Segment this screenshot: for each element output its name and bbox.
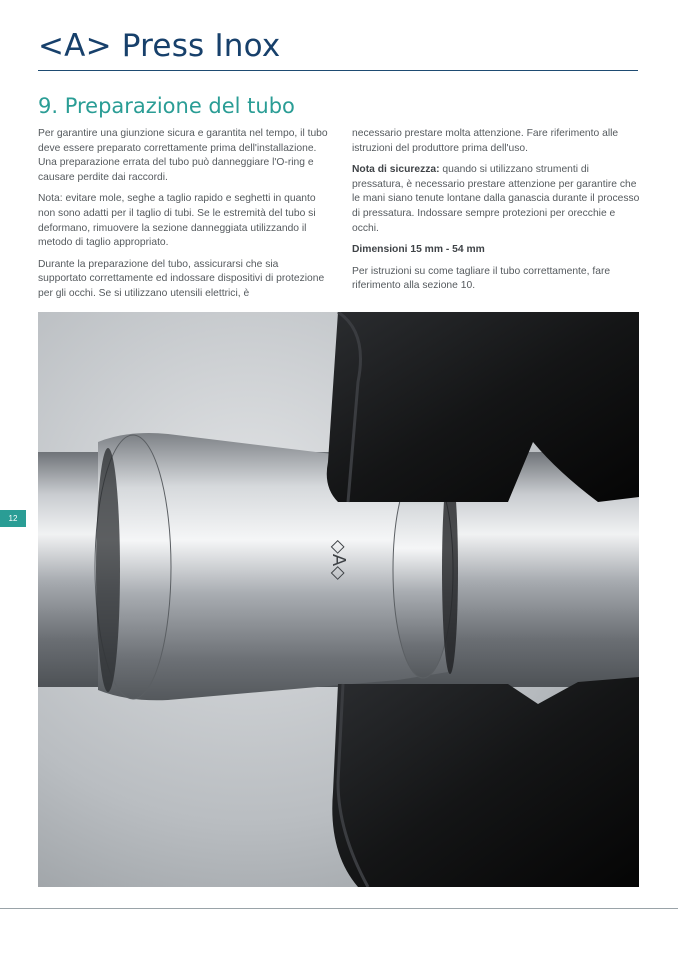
- paragraph-preparation: Durante la preparazione del tubo, assicurarsi che sia supportato correttamente ed indossare dispositivi di protezione per gli occhi. Se si utilizzano utensili elettrici, è: [38, 258, 325, 299]
- press-tool-photo: [38, 312, 639, 887]
- photo-illustration: [38, 312, 639, 887]
- right-text-column: [352, 127, 640, 301]
- paragraph-note: Nota: evitare mole, seghe a taglio rapido e seghetti in quanto non sono adatti per il taglio di tubi. Se le estremità del tubo si deformano, rimuovere la sezione danneggiata utilizzando il metodo di taglio appropriato.: [38, 193, 316, 249]
- section-title: 9. Preparazione del tubo: [38, 94, 295, 118]
- upper-jaw-shape: [327, 312, 639, 502]
- paragraph-reference: Per istruzioni su come tagliare il tubo correttamente, fare riferimento alla sezione 10.: [352, 265, 611, 292]
- lower-jaw-shape: [332, 677, 639, 887]
- footer-divider: [0, 908, 678, 909]
- safety-text: quando si utilizzano strumenti di pressatura, è necessario prestare attenzione per garantire che le mani siano tenute lontane dalla ganascia durante il processo di pressatura. Indossare sempre protezioni per orecchie e occhi.: [352, 164, 640, 234]
- left-text-column: [38, 127, 328, 309]
- dimensions-subheading: Dimensioni 15 mm - 54 mm: [352, 244, 485, 256]
- fitting-logo-mark: ◇A◇: [328, 540, 349, 580]
- paragraph-continuation: necessario prestare molta attenzione. Fare riferimento alle istruzioni del produttore prima dell'uso.: [352, 128, 619, 154]
- safety-label: Nota di sicurezza:: [352, 164, 440, 176]
- paragraph-intro: Per garantire una giunzione sicura e garantita nel tempo, il tubo deve essere preparato correttamente prima dell'installazione. Una preparazione errata del tubo può danneggiare l'O-ring e causare perdite dai raccordi.: [38, 128, 328, 183]
- brand-title: <A> Press Inox: [38, 28, 281, 64]
- paragraph-safety: [352, 163, 640, 236]
- header-divider: [38, 70, 638, 71]
- page-number: 12: [0, 510, 26, 527]
